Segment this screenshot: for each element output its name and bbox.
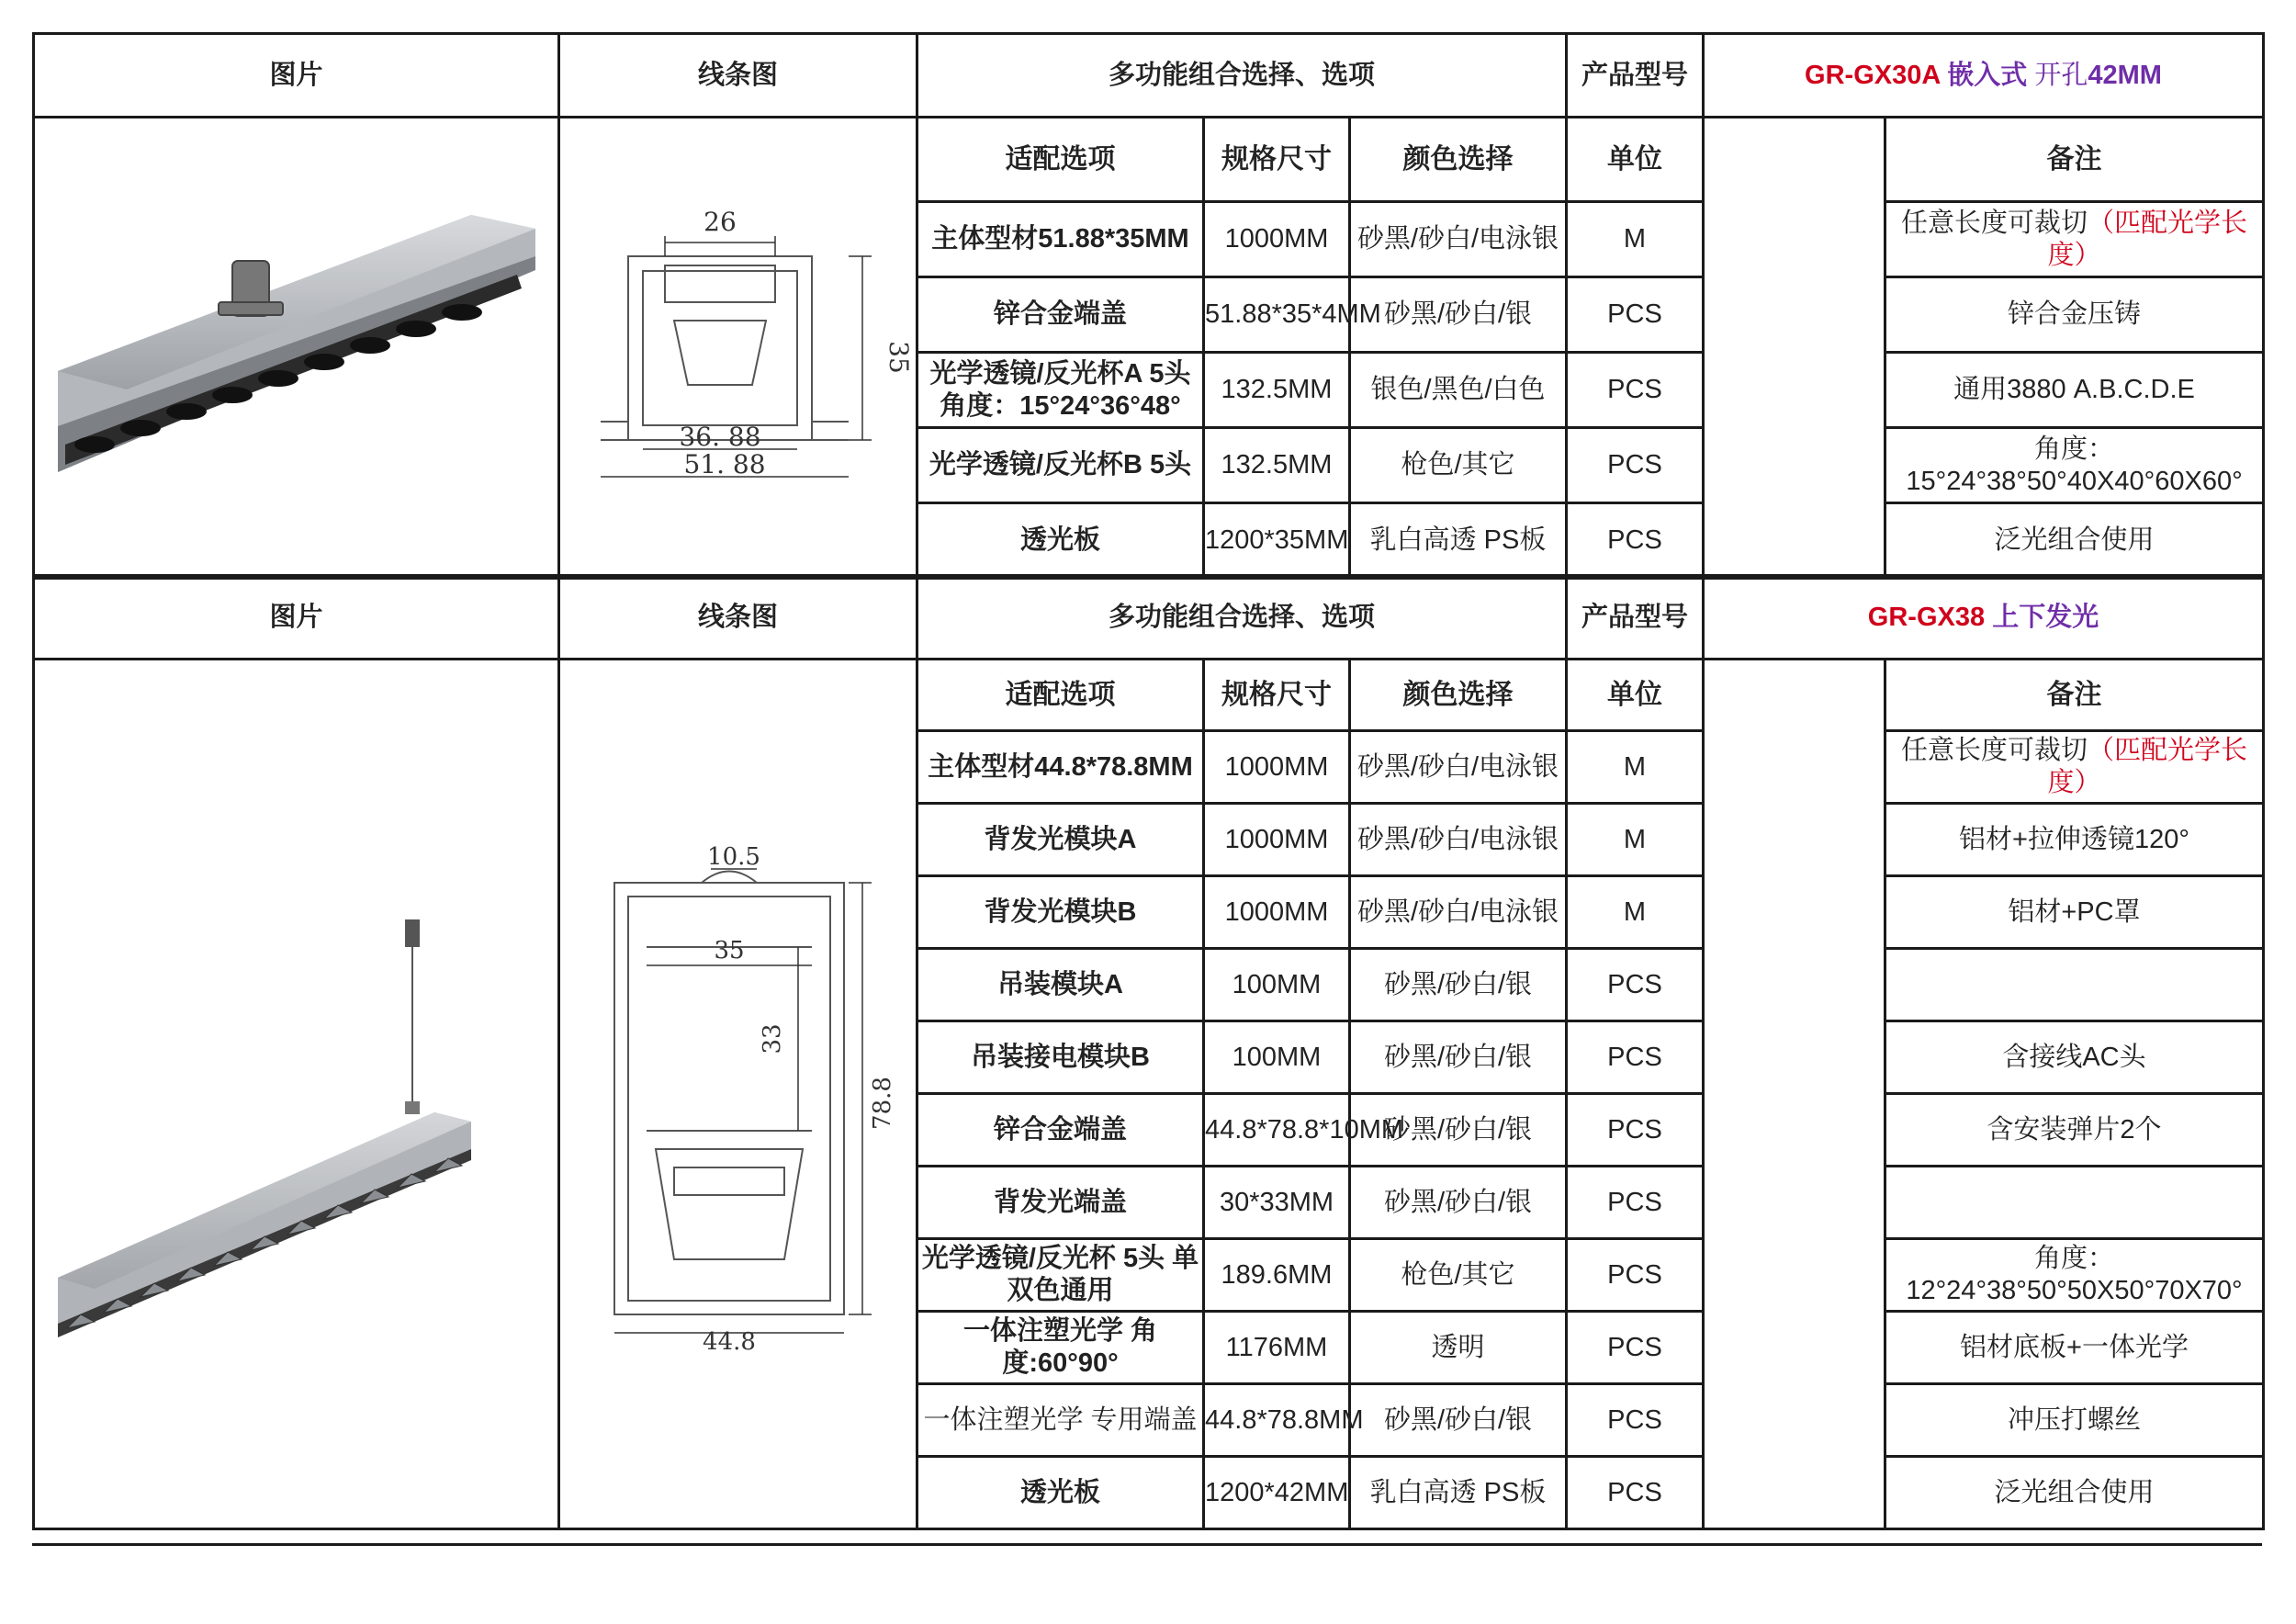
col-color: 颜色选择 <box>1350 118 1567 202</box>
row-remark: 角度：12°24°38°50°50X50°70X70° <box>1885 1239 2264 1312</box>
row-size: 1200*35MM <box>1204 503 1350 579</box>
row-remark <box>1885 1167 2264 1239</box>
remark-text: 任意长度可裁切 <box>1900 208 2088 238</box>
row-unit: PCS <box>1567 503 1704 579</box>
bottom-rule <box>32 1543 2262 1546</box>
row-unit: PCS <box>1567 277 1704 353</box>
row-size: 1000MM <box>1204 876 1350 949</box>
row-remark: 锌合金压铸 <box>1885 277 2264 353</box>
dim-bottom: 51. 88 <box>682 448 766 479</box>
row-size: 51.88*35*4MM <box>1204 277 1350 353</box>
row-remark: 含接线AC头 <box>1885 1021 2264 1094</box>
row-option: 锌合金端盖 <box>917 277 1204 353</box>
row-option: 吊装接电模块B <box>917 1021 1204 1094</box>
row-remark: 泛光组合使用 <box>1885 503 2264 579</box>
row-unit: PCS <box>1567 428 1704 503</box>
row-unit: PCS <box>1567 1239 1704 1312</box>
row-unit: PCS <box>1567 353 1704 428</box>
row-unit: PCS <box>1567 949 1704 1021</box>
model-code: GR-GX30A <box>1805 60 1941 90</box>
row-remark: 含安装弹片2个 <box>1885 1094 2264 1167</box>
row-size: 132.5MM <box>1204 353 1350 428</box>
row-color: 透明 <box>1350 1312 1567 1384</box>
row-remark <box>1885 202 2264 277</box>
model-extra: 开孔 <box>2034 60 2088 90</box>
row-color: 乳白高透 PS板 <box>1350 1457 1567 1529</box>
remark-red: （匹配光学长度） <box>2047 208 2248 270</box>
row-unit: M <box>1567 731 1704 804</box>
section-header <box>34 34 2264 118</box>
row-size: 100MM <box>1204 1021 1350 1094</box>
row-unit: PCS <box>1567 1384 1704 1457</box>
row-unit: PCS <box>1567 1167 1704 1239</box>
row-remark: 冲压打螺丝 <box>1885 1384 2264 1457</box>
dim-side: 35 <box>883 340 914 374</box>
row-size: 1200*42MM <box>1204 1457 1350 1529</box>
dim-inner-width: 35 <box>713 937 745 964</box>
column-header-row <box>34 660 2264 731</box>
spec-sheet <box>32 32 2262 1543</box>
profile-drawing-gx38 <box>559 660 917 1529</box>
row-option: 光学透镜/反光杯A 5头 角度：15°24°36°48° <box>917 353 1204 428</box>
row-unit: PCS <box>1567 1312 1704 1384</box>
cross-section-drawing <box>564 201 913 495</box>
product-photo-gx38 <box>34 660 559 1529</box>
dim-inner-height: 33 <box>758 1023 786 1054</box>
row-color: 砂黑/砂白/银 <box>1350 1021 1567 1094</box>
row-color: 砂黑/砂白/电泳银 <box>1350 202 1567 277</box>
row-size: 132.5MM <box>1204 428 1350 503</box>
model-code: GR-GX38 <box>1867 602 1986 632</box>
row-option: 背发光模块A <box>917 804 1204 876</box>
header-drawing: 线条图 <box>559 34 917 118</box>
row-option: 光学透镜/反光杯B 5头 <box>917 428 1204 503</box>
product-photo-gx30a <box>34 118 559 579</box>
row-remark <box>1885 949 2264 1021</box>
row-unit: PCS <box>1567 1094 1704 1167</box>
section-gr-gx30a <box>32 32 2265 580</box>
row-color: 乳白高透 PS板 <box>1350 503 1567 579</box>
row-size: 44.8*78.8MM <box>1204 1384 1350 1457</box>
dim-top: 10.5 <box>706 843 760 871</box>
col-option: 适配选项 <box>917 118 1204 202</box>
dim-top: 26 <box>703 206 737 237</box>
model-type: 嵌入式 <box>1947 60 2028 90</box>
dim-mid: 36. 88 <box>678 421 761 452</box>
row-size: 1176MM <box>1204 1312 1350 1384</box>
row-option: 主体型材44.8*78.8MM <box>917 731 1204 804</box>
row-color: 砂黑/砂白/银 <box>1350 1167 1567 1239</box>
row-option: 背发光端盖 <box>917 1167 1204 1239</box>
row-remark: 角度：15°24°38°50°40X40°60X60° <box>1885 428 2264 503</box>
header-options: 多功能组合选择、选项 <box>917 34 1567 118</box>
recessed-linear-light-illustration <box>39 123 554 573</box>
section-gr-gx38 <box>32 574 2265 1530</box>
header-image: 图片 <box>34 34 559 118</box>
row-option: 透光板 <box>917 1457 1204 1529</box>
row-size: 30*33MM <box>1204 1167 1350 1239</box>
row-color: 砂黑/砂白/银 <box>1350 277 1567 353</box>
dim-height: 78.8 <box>868 1077 896 1130</box>
header-options: 多功能组合选择、选项 <box>917 576 1567 660</box>
col-size: 规格尺寸 <box>1204 118 1350 202</box>
col-unit: 单位 <box>1567 660 1704 731</box>
row-option: 一体注塑光学 角度:60°90° <box>917 1312 1204 1384</box>
row-size: 44.8*78.8*10MM <box>1204 1094 1350 1167</box>
col-unit: 单位 <box>1567 118 1704 202</box>
row-remark: 铝材+PC罩 <box>1885 876 2264 949</box>
section-header <box>34 576 2264 660</box>
header-model-label: 产品型号 <box>1567 34 1704 118</box>
row-color: 枪色/其它 <box>1350 428 1567 503</box>
blank-column <box>1704 660 1885 1529</box>
blank-column <box>1704 118 1885 579</box>
header-model <box>1704 576 2264 660</box>
row-unit: M <box>1567 202 1704 277</box>
remark-text: 任意长度可裁切 <box>1900 736 2088 766</box>
row-size: 189.6MM <box>1204 1239 1350 1312</box>
row-color: 砂黑/砂白/银 <box>1350 949 1567 1021</box>
profile-drawing-gx30a <box>559 118 917 579</box>
row-color: 砂黑/砂白/银 <box>1350 1094 1567 1167</box>
model-type: 上下发光 <box>1992 602 2099 632</box>
dim-bottom: 44.8 <box>702 1328 756 1356</box>
row-option: 主体型材51.88*35MM <box>917 202 1204 277</box>
row-color: 砂黑/砂白/电泳银 <box>1350 731 1567 804</box>
row-color: 银色/黑色/白色 <box>1350 353 1567 428</box>
row-color: 砂黑/砂白/电泳银 <box>1350 876 1567 949</box>
row-unit: M <box>1567 804 1704 876</box>
col-remark: 备注 <box>1885 660 2264 731</box>
col-remark: 备注 <box>1885 118 2264 202</box>
row-remark: 铝材+拉伸透镜120° <box>1885 804 2264 876</box>
row-remark: 铝材底板+一体光学 <box>1885 1312 2264 1384</box>
column-header-row <box>34 118 2264 202</box>
header-image: 图片 <box>34 576 559 660</box>
row-size: 1000MM <box>1204 804 1350 876</box>
cross-section-drawing <box>564 837 913 1356</box>
row-remark: 泛光组合使用 <box>1885 1457 2264 1529</box>
row-option: 透光板 <box>917 503 1204 579</box>
row-color: 枪色/其它 <box>1350 1239 1567 1312</box>
col-option: 适配选项 <box>917 660 1204 731</box>
remark-red: （匹配光学长度） <box>2047 736 2248 797</box>
header-model-label: 产品型号 <box>1567 576 1704 660</box>
row-color: 砂黑/砂白/电泳银 <box>1350 804 1567 876</box>
row-option: 一体注塑光学 专用端盖 <box>917 1384 1204 1457</box>
col-color: 颜色选择 <box>1350 660 1567 731</box>
row-remark <box>1885 731 2264 804</box>
row-color: 砂黑/砂白/银 <box>1350 1384 1567 1457</box>
row-remark: 通用3880 A.B.C.D.E <box>1885 353 2264 428</box>
row-option: 锌合金端盖 <box>917 1094 1204 1167</box>
col-size: 规格尺寸 <box>1204 660 1350 731</box>
row-size: 1000MM <box>1204 731 1350 804</box>
header-model <box>1704 34 2264 118</box>
suspended-linear-light-illustration <box>39 837 554 1351</box>
row-unit: PCS <box>1567 1457 1704 1529</box>
row-size: 1000MM <box>1204 202 1350 277</box>
row-option: 背发光模块B <box>917 876 1204 949</box>
row-unit: PCS <box>1567 1021 1704 1094</box>
header-drawing: 线条图 <box>559 576 917 660</box>
row-option: 吊装模块A <box>917 949 1204 1021</box>
row-size: 100MM <box>1204 949 1350 1021</box>
model-extra-bold: 42MM <box>2088 60 2162 90</box>
row-option: 光学透镜/反光杯 5头 单双色通用 <box>917 1239 1204 1312</box>
row-unit: M <box>1567 876 1704 949</box>
